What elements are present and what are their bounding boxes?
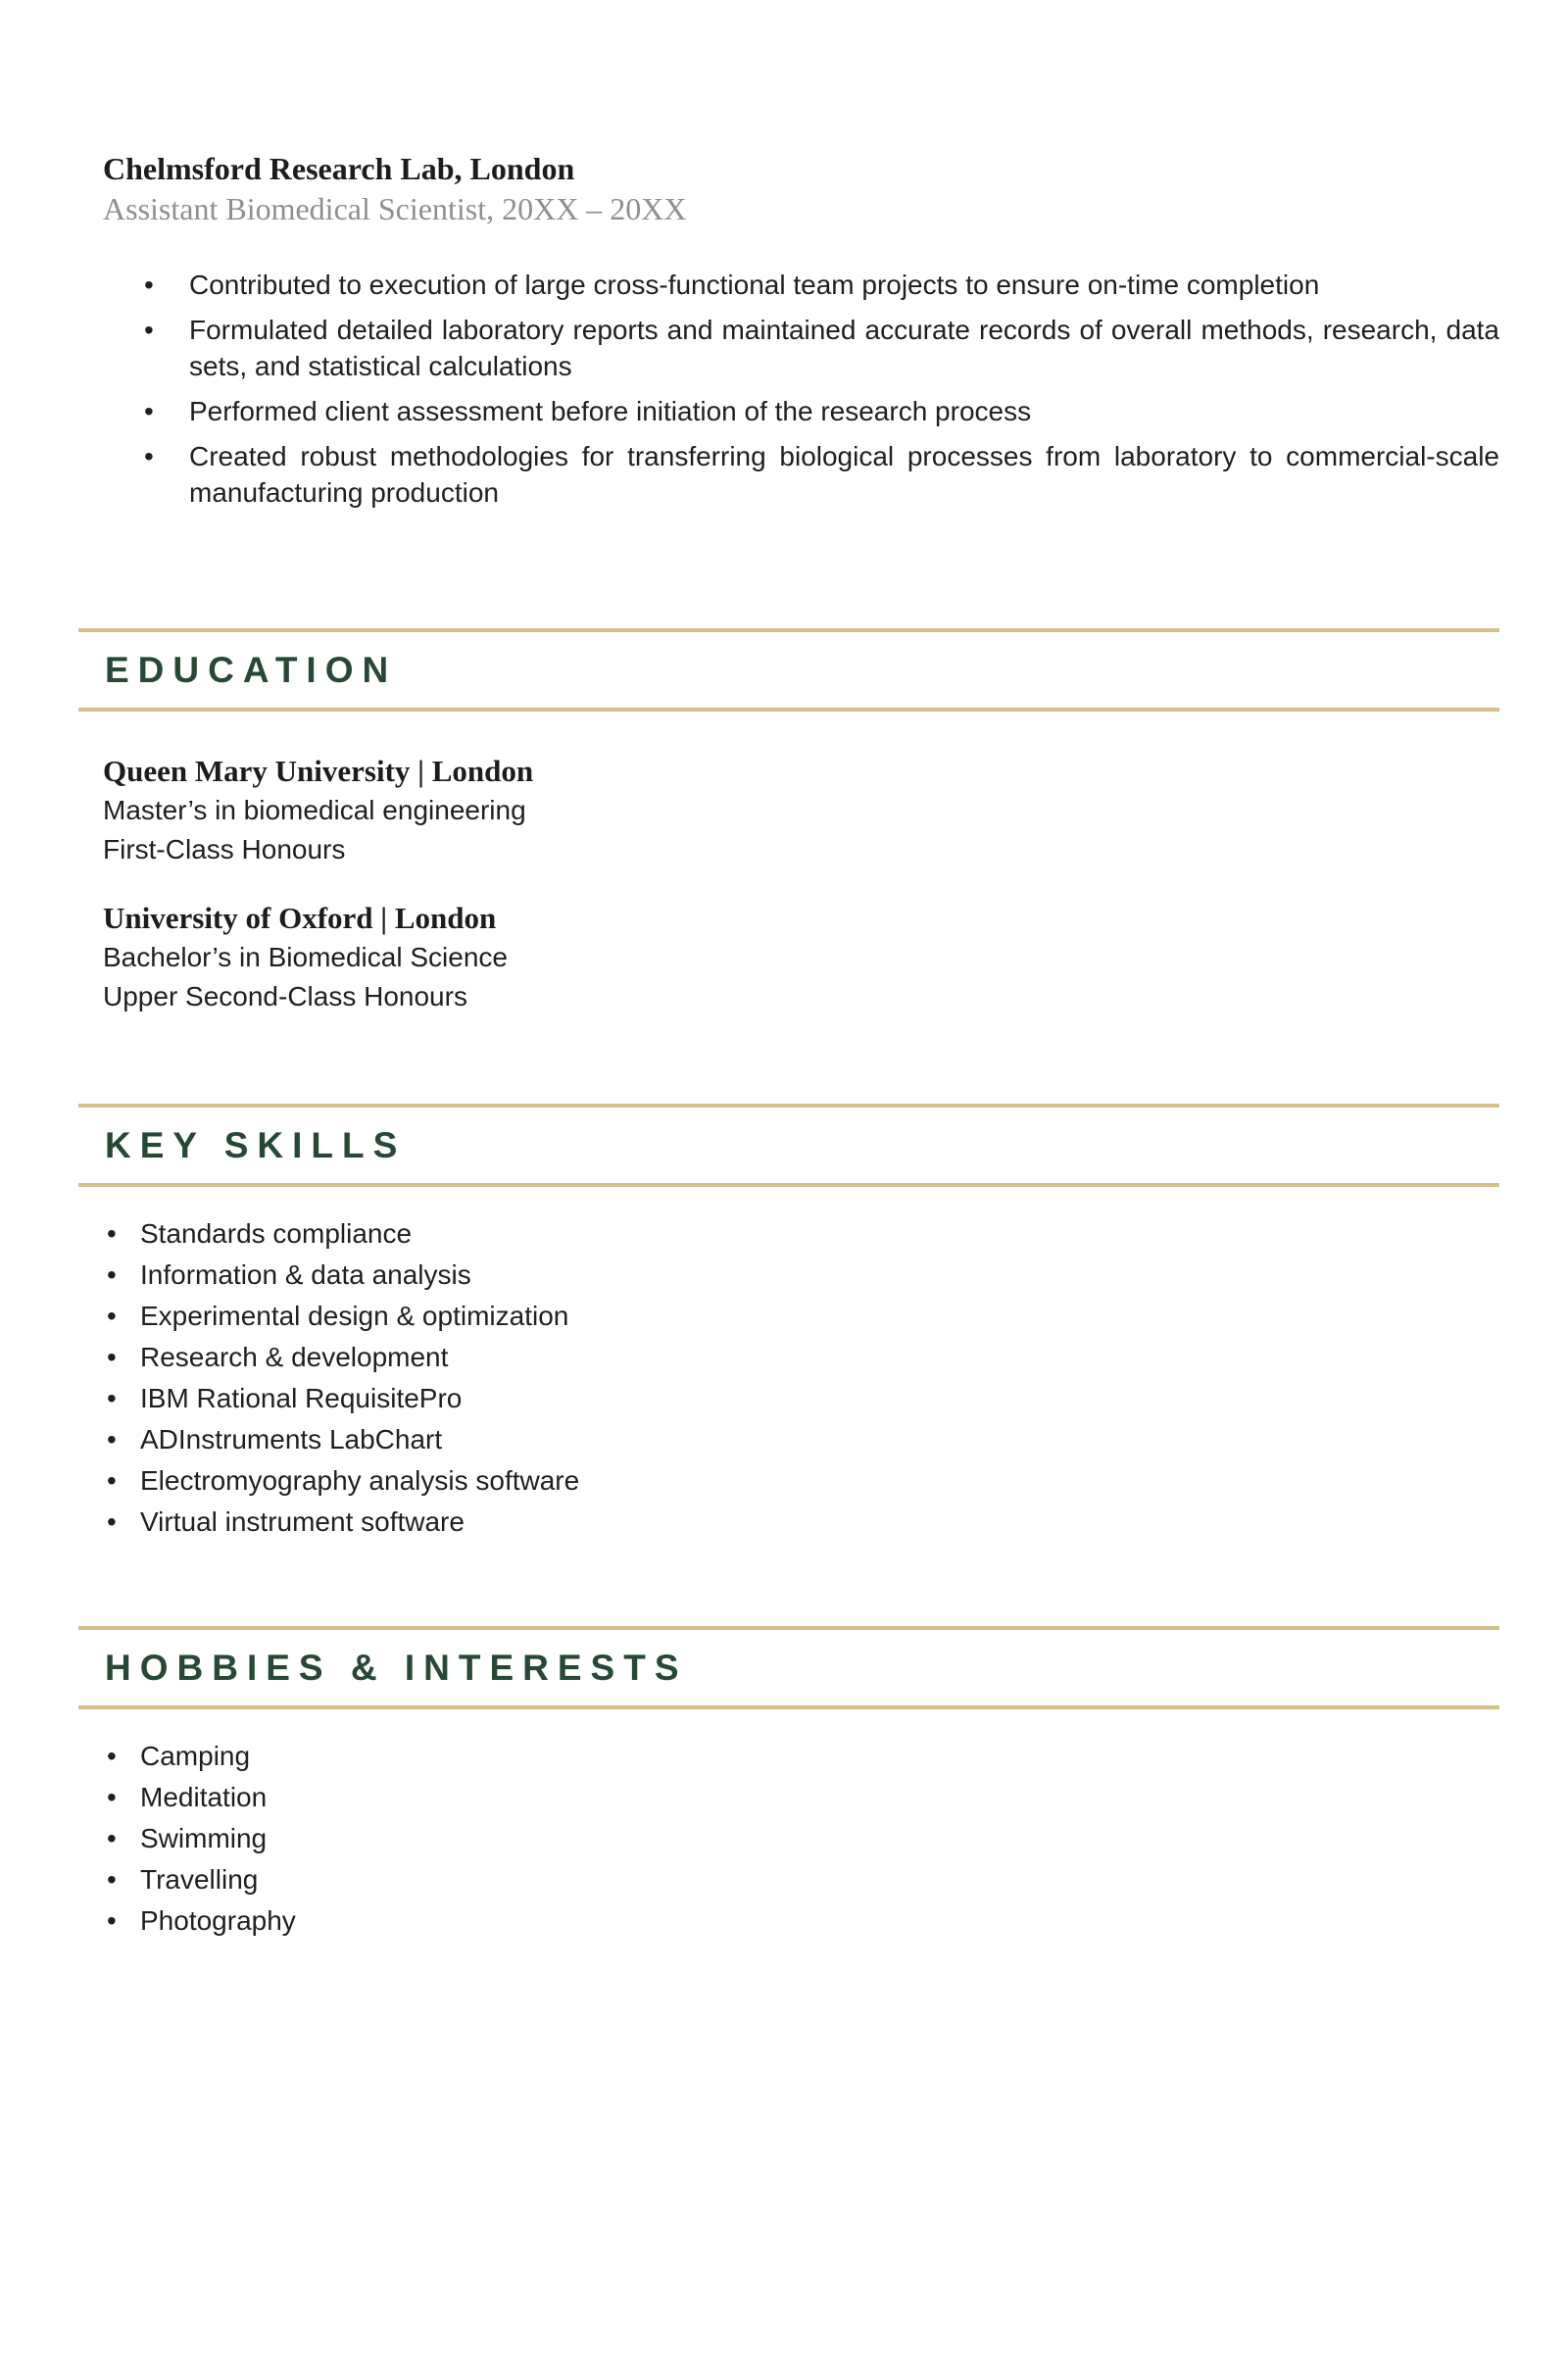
degree-name: Bachelor’s in Biomedical Science <box>103 942 508 972</box>
hobby-item: • Camping <box>103 1740 1499 1773</box>
hobbies-list <box>103 1740 1499 1938</box>
skill-item: • IBM Rational RequisitePro <box>103 1382 1499 1415</box>
education-section <box>78 628 1499 1016</box>
hobby-item: • Photography <box>103 1904 1499 1938</box>
experience-bullet: • Performed client assessment before initiation of the research process <box>103 393 1499 429</box>
hobbies-section-title: HOBBIES & INTERESTS <box>105 1648 688 1688</box>
skill-item: • Research & development <box>103 1341 1499 1374</box>
hobby-item: • Meditation <box>103 1781 1499 1814</box>
employer-name: Chelmsford Research Lab, London <box>103 151 575 186</box>
experience-bullet: • Formulated detailed laboratory reports and maintained accurate records of overall methods, research, data sets, and statistical calculations <box>103 312 1499 384</box>
key-skills-section <box>78 1104 1499 1539</box>
skill-item: • ADInstruments LabChart <box>103 1423 1499 1456</box>
key-skills-list <box>103 1217 1499 1539</box>
skill-item: • Virtual instrument software <box>103 1505 1499 1539</box>
education-entry <box>103 899 1499 1016</box>
institution-name: Queen Mary University | London <box>103 754 534 788</box>
resume-page <box>78 149 1499 1938</box>
education-entry <box>103 752 1499 869</box>
experience-bullet: • Created robust methodologies for transferring biological processes from laboratory to commercial-scale manufacturing production <box>103 438 1499 511</box>
experience-bullet-list <box>103 267 1499 511</box>
degree-name: Master’s in biomedical engineering <box>103 795 526 825</box>
hobbies-header-band <box>78 1626 1499 1709</box>
skill-item: • Experimental design & optimization <box>103 1300 1499 1333</box>
education-entries <box>103 752 1499 1016</box>
experience-bullet: • Contributed to execution of large cross-functional team projects to ensure on-time completion <box>103 267 1499 303</box>
key-skills-section-title: KEY SKILLS <box>105 1125 407 1165</box>
job-title-dates: Assistant Biomedical Scientist, 20XX – 20XX <box>103 191 687 226</box>
hobbies-section <box>78 1626 1499 1938</box>
skill-item: • Electromyography analysis software <box>103 1464 1499 1498</box>
skill-item: • Standards compliance <box>103 1217 1499 1251</box>
education-section-title: EDUCATION <box>105 650 398 690</box>
education-header-band <box>78 628 1499 712</box>
skill-item: • Information & data analysis <box>103 1258 1499 1292</box>
key-skills-header-band <box>78 1104 1499 1187</box>
hobby-item: • Swimming <box>103 1822 1499 1855</box>
hobby-item: • Travelling <box>103 1863 1499 1897</box>
degree-result: Upper Second-Class Honours <box>103 981 467 1011</box>
experience-entry <box>78 149 1499 511</box>
degree-result: First-Class Honours <box>103 834 346 864</box>
institution-name: University of Oxford | London <box>103 901 497 935</box>
